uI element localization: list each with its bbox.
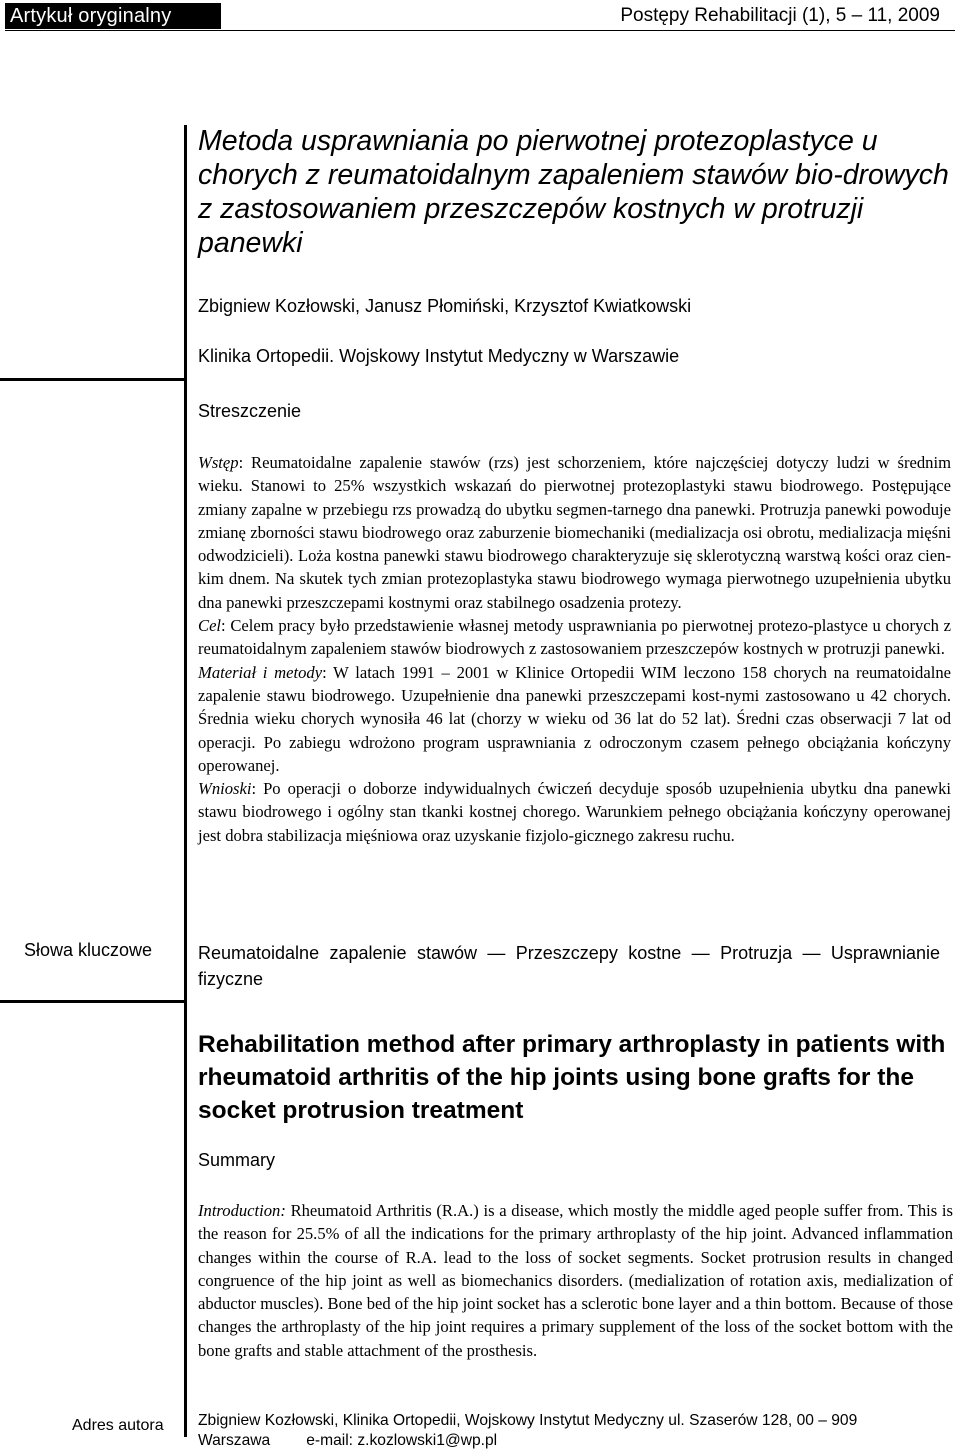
article-title-english: Rehabilitation method after primary arthroplasty in patients with rheumatoid arthritis of the hip joints using bone grafts for the socket protrusion treatment bbox=[198, 1031, 946, 1124]
abstract-heading-polish: Streszczenie bbox=[198, 401, 302, 421]
author-address-line: Zbigniew Kozłowski, Klinika Ortopedii, Wojskowy Instytut Medyczny ul. Szaserów 128, 00 – 909 bbox=[198, 1412, 858, 1429]
section-label: Cel bbox=[198, 616, 222, 636]
abstract-conclusions bbox=[198, 777, 951, 847]
abstract-aim bbox=[198, 614, 951, 661]
author-address-city-line bbox=[198, 1432, 497, 1450]
abstract-methods bbox=[198, 661, 951, 777]
margin-divider-top bbox=[0, 378, 184, 381]
section-text: Rheumatoid Arthritis (R.A.) is a disease, which mostly the middle aged people suffer from. This is the reason for 25.5% of all the indications for the primary arthroplasty of the hip joint. Advanced inflammation changes within the course of R.A. lead to the loss of socket segments. Socket protrusion results in changed congruence of the hip joint as well as biomechanics disorders. (medialization of rotation axis, medialization of abductor muscles). Bone bed of the hip joint socket has a sclerotic bone layer and a thin bottom. Because of those changes the arthroplasty of the hip joint requires a primary supplement of the loss of the socket bottom with the bone grafts and stable attachment of the prosthesis. bbox=[198, 1201, 953, 1360]
keywords-label: Słowa kluczowe bbox=[24, 940, 153, 960]
section-text: : Reumatoidalne zapalenie stawów (rzs) jest schorzeniem, które najczęściej dotyczy ludzi w średnim wieku. Stanowi to 25% wszystkich wskazań do pierwotnej protezoplastyki stawu biodrowego. Postępujące zmiany zapalne w przebiegu rzs prowadzą do ubytku segmen-tarnego dna panewki. Protruzja panewki powoduje zmianę zborności stawu biodrowego oraz zaburzenie biomechaniki (medializacja osi obrotu, medializacja mięśni odwodzicieli). Loża kostna panewki stawu biodrowego charakteryzuje się sklerotyczną warstwą kości oraz cien-kim dnem. Na skutek tych zmian protezoplastyka stawu biodrowego wymaga pierwotnego uzupełnienia ubytku dna panewki przeszczepami kostnymi oraz stabilnego osadzenia protezy. bbox=[198, 453, 951, 612]
section-text: : W latach 1991 – 2001 w Klinice Ortopedii WIM leczono 158 chorych na reumatoidalne zapalenie stawu biodrowego. Uzupełnienie dna panewki przeszczepami kost-nymi zastosowano u 42 chorych. Średnia wieku chorych wynosiła 46 lat (chorzy w wieku od 36 lat do 52 lat). Średni czas obserwacji 7 lat od operacji. Po zabiegu wdrożono program usprawniania z odroczonym czasem pełnego obciążania kończyny operowanej. bbox=[198, 662, 951, 775]
article-type-badge: Artykuł oryginalny bbox=[5, 3, 221, 29]
author-address-label: Adres autora bbox=[72, 1417, 164, 1434]
abstract-english bbox=[198, 1199, 953, 1362]
section-text: : Po operacji o doborze indywidualnych ćwiczeń decyduje sposób uzupełnienia ubytku dna panewki stawu biodrowego i ogólny stan tkanki kostnej chorego. Warunkiem pełnego obciążania kończyny operowanej jest dobra stabilizacja mięśniowa oraz uzyskanie fizjolo-gicznego zakresu ruchu. bbox=[198, 779, 951, 845]
abstract-polish bbox=[198, 451, 951, 847]
margin-vertical-rule bbox=[184, 125, 187, 1437]
article-title-polish: Metoda usprawniania po pierwotnej protezoplastyce u chorych z reumatoidalnym zapaleniem stawów bio-drowych z zastosowaniem przeszczepów kostnych w protruzji panewki bbox=[198, 125, 949, 259]
address-city: Warszawa bbox=[198, 1432, 271, 1449]
affiliation: Klinika Ortopedii. Wojskowy Instytut Medyczny w Warszawie bbox=[198, 346, 680, 366]
abstract-introduction bbox=[198, 451, 951, 614]
section-label: Wstęp bbox=[198, 453, 239, 472]
abstract-introduction-en bbox=[198, 1199, 953, 1362]
section-label: Materiał i metody bbox=[198, 662, 323, 682]
keywords-text: Reumatoidalne zapalenie stawów — Przeszczepy kostne — Protruzja — Usprawnianie fizyczne bbox=[198, 943, 940, 989]
margin-divider-keywords bbox=[0, 1000, 184, 1003]
section-label: Introduction: bbox=[198, 1201, 286, 1220]
header-divider bbox=[5, 30, 955, 31]
abstract-heading-english: Summary bbox=[198, 1150, 276, 1170]
journal-citation: Postępy Rehabilitacji (1), 5 – 11, 2009 bbox=[620, 5, 940, 26]
author-list: Zbigniew Kozłowski, Janusz Płomiński, Krzysztof Kwiatkowski bbox=[198, 296, 692, 316]
author-email[interactable]: e-mail: z.kozlowski1@wp.pl bbox=[306, 1432, 498, 1449]
section-text: : Celem pracy było przedstawienie własnej metody usprawniania po pierwotnej protezo-plastyce u chorych z reumatoidalnym zapaleniem stawów biodrowych z zastosowaniem przeszczepów kostnych w protruzji panewki. bbox=[198, 616, 951, 659]
section-label: Wnioski bbox=[198, 779, 252, 799]
